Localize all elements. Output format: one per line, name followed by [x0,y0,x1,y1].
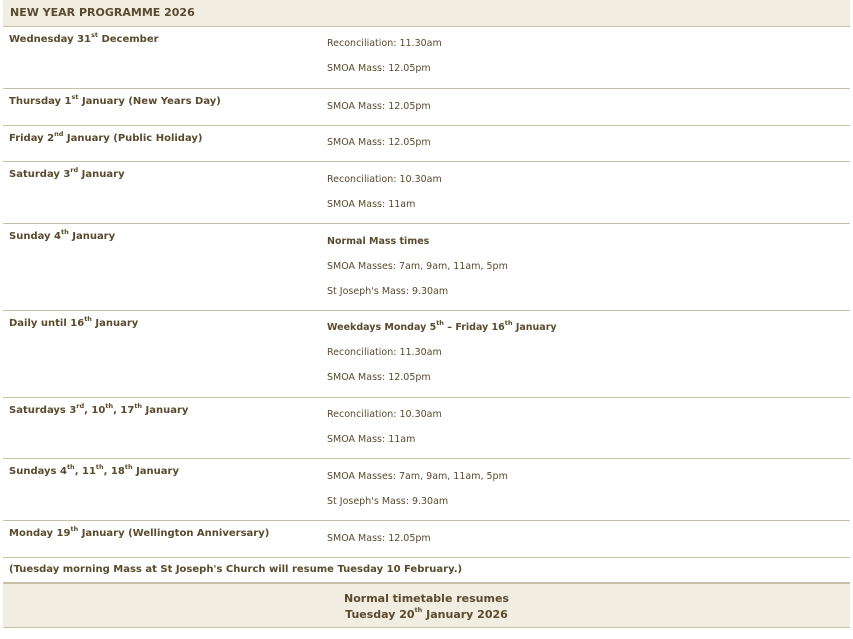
day-label: Saturday 3rd January [9,165,125,180]
table-row [3,311,850,398]
table-row [3,27,850,89]
schedule-cell [327,89,850,125]
day-label: Wednesday 31st December [9,30,159,45]
schedule-entry: Reconciliation: 10.30am [327,174,442,185]
schedule-cell [327,224,850,310]
schedule-entry: SMOA Mass: 12.05pm [327,101,431,112]
schedule-cell [327,126,850,161]
schedule-entry: SMOA Mass: 12.05pm [327,137,431,148]
schedule-entry: Reconciliation: 11.30am [327,38,442,49]
day-label: Sundays 4th, 11th, 18th January [9,462,179,477]
table-row [3,521,850,558]
table-row [3,89,850,126]
table-row [3,224,850,311]
schedule-entry: SMOA Masses: 7am, 9am, 11am, 5pm [327,261,508,272]
table-footer [3,583,850,628]
day-label: Friday 2nd January (Public Holiday) [9,129,203,144]
footer-line-1: Normal timetable resumes [344,592,509,605]
day-label: Thursday 1st January (New Years Day) [9,92,221,107]
schedule-entry: SMOA Mass: 12.05pm [327,63,431,74]
table-row [3,126,850,162]
schedule-cell [327,459,850,520]
table-row [3,459,850,521]
schedule-entry: SMOA Mass: 12.05pm [327,372,431,383]
programme-table [3,0,850,628]
schedule-cell [327,398,850,458]
schedule-entry: St Joseph's Mass: 9.30am [327,496,449,507]
schedule-cell [327,311,850,397]
day-label: Daily until 16th January [9,314,139,329]
table-row [3,162,850,224]
table-title: NEW YEAR PROGRAMME 2026 [3,0,850,27]
schedule-heading: Normal Mass times [327,236,430,247]
schedule-cell [327,162,850,223]
schedule-entry: SMOA Masses: 7am, 9am, 11am, 5pm [327,471,508,482]
day-label: Sunday 4th January [9,227,116,242]
schedule-entry: Reconciliation: 10.30am [327,409,442,420]
schedule-heading: Weekdays Monday 5th – Friday 16th January [327,318,557,333]
schedule-cell [327,27,850,88]
schedule-entry: SMOA Mass: 11am [327,434,416,445]
day-label: Monday 19th January (Wellington Anniversary) [9,524,270,539]
schedule-cell [327,521,850,557]
schedule-entry: St Joseph's Mass: 9.30am [327,286,449,297]
schedule-entry: SMOA Mass: 12.05pm [327,533,431,544]
resume-note: (Tuesday morning Mass at St Joseph's Church will resume Tuesday 10 February.) [3,558,850,583]
table-row [3,398,850,459]
schedule-entry: SMOA Mass: 11am [327,199,416,210]
day-label: Saturdays 3rd, 10th, 17th January [9,401,189,416]
schedule-entry: Reconciliation: 11.30am [327,347,442,358]
footer-line-2: Tuesday 20th January 2026 [345,606,508,621]
